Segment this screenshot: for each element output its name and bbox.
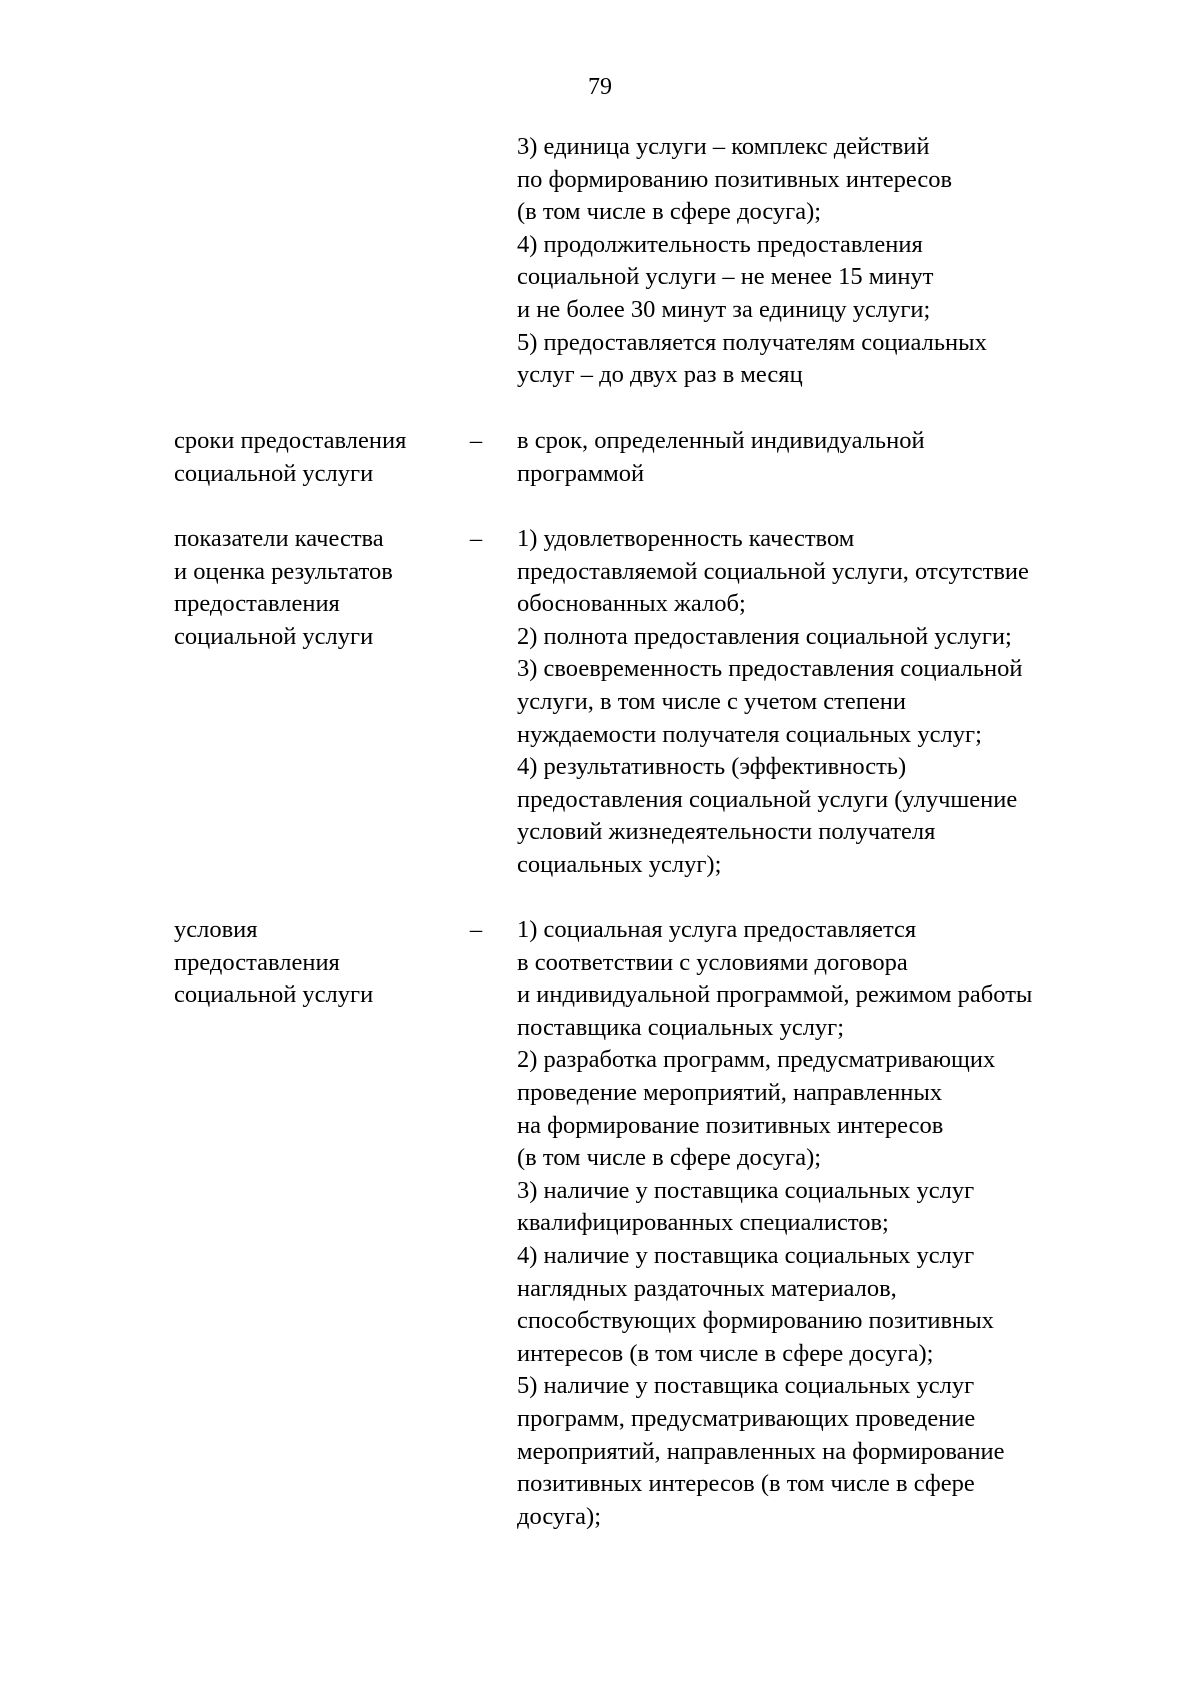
text-line: 5) предоставляется получателям социальных <box>517 328 987 356</box>
value-line: программой <box>517 459 645 487</box>
label-line: показатели качества <box>174 525 384 552</box>
value-line: досуга); <box>517 1502 602 1530</box>
row-dash: – <box>469 525 483 552</box>
label-line: предоставления <box>174 948 340 976</box>
text-line: 3) единица услуги – комплекс действий <box>517 133 930 160</box>
row-value <box>517 914 1127 1533</box>
row-value <box>517 523 1127 882</box>
value-line: услуги, в том числе с учетом степени <box>517 687 906 715</box>
value-line: (в том числе в сфере досуга); <box>517 1144 822 1172</box>
label-line: социальной услуги <box>174 622 374 650</box>
value-line: предоставления социальной услуги (улучшение <box>517 785 1018 813</box>
value-line: 1) удовлетворенность качеством <box>517 525 855 552</box>
text-line: (в том числе в сфере досуга); <box>517 198 822 226</box>
value-line: условий жизнедеятельности получателя <box>517 818 936 846</box>
value-line: программ, предусматривающих проведение <box>517 1404 976 1432</box>
label-line: условия <box>174 916 258 943</box>
value-line: проведение мероприятий, направленных <box>517 1078 943 1106</box>
value-line: позитивных интересов (в том числе в сфере <box>517 1470 975 1498</box>
value-line: мероприятий, направленных на формирование <box>517 1437 1005 1465</box>
value-line: в срок, определенный индивидуальной <box>517 427 925 454</box>
text-line: по формированию позитивных интересов <box>517 165 953 193</box>
value-line: на формирование позитивных интересов <box>517 1111 944 1139</box>
value-line: предоставляемой социальной услуги, отсутствие <box>517 557 1029 585</box>
value-line: наглядных раздаточных материалов, <box>517 1274 897 1302</box>
value-line: социальных услуг); <box>517 850 722 878</box>
value-line: и индивидуальной программой, режимом работы <box>517 981 1033 1009</box>
value-line: интересов (в том числе в сфере досуга); <box>517 1339 934 1367</box>
text-line: социальной услуги – не менее 15 минут <box>517 263 934 291</box>
label-line: сроки предоставления <box>174 427 407 454</box>
label-line: и оценка результатов <box>174 557 393 585</box>
row-label <box>174 425 454 490</box>
row-label <box>174 523 454 653</box>
value-line: 2) полнота предоставления социальной услуги; <box>517 622 1012 650</box>
row-value <box>517 425 1127 490</box>
value-line: поставщика социальных услуг; <box>517 1013 845 1041</box>
row-dash: – <box>469 916 483 943</box>
label-line: предоставления <box>174 590 340 618</box>
value-line: нуждаемости получателя социальных услуг; <box>517 720 982 748</box>
page-number: 79 <box>588 74 612 100</box>
value-line: квалифицированных специалистов; <box>517 1209 889 1237</box>
text-line: и не более 30 минут за единицу услуги; <box>517 295 931 323</box>
value-line: 2) разработка программ, предусматривающих <box>517 1046 996 1074</box>
value-line: обоснованных жалоб; <box>517 590 746 618</box>
value-line: способствующих формированию позитивных <box>517 1307 994 1335</box>
value-line: 4) результативность (эффективность) <box>517 753 907 781</box>
label-line: социальной услуги <box>174 981 374 1009</box>
row-dash: – <box>469 427 483 454</box>
value-line: 5) наличие у поставщика социальных услуг <box>517 1372 975 1400</box>
text-line: 4) продолжительность предоставления <box>517 230 923 258</box>
text-line: услуг – до двух раз в месяц <box>517 361 803 389</box>
value-line: 4) наличие у поставщика социальных услуг <box>517 1241 975 1269</box>
value-line: 1) социальная услуга предоставляется <box>517 916 917 943</box>
value-line: 3) своевременность предоставления социальной <box>517 655 1023 683</box>
top-continuation-text <box>517 131 1127 392</box>
value-line: в соответствии с условиями договора <box>517 948 908 976</box>
row-label <box>174 914 454 1012</box>
value-line: 3) наличие у поставщика социальных услуг <box>517 1176 975 1204</box>
label-line: социальной услуги <box>174 459 374 487</box>
